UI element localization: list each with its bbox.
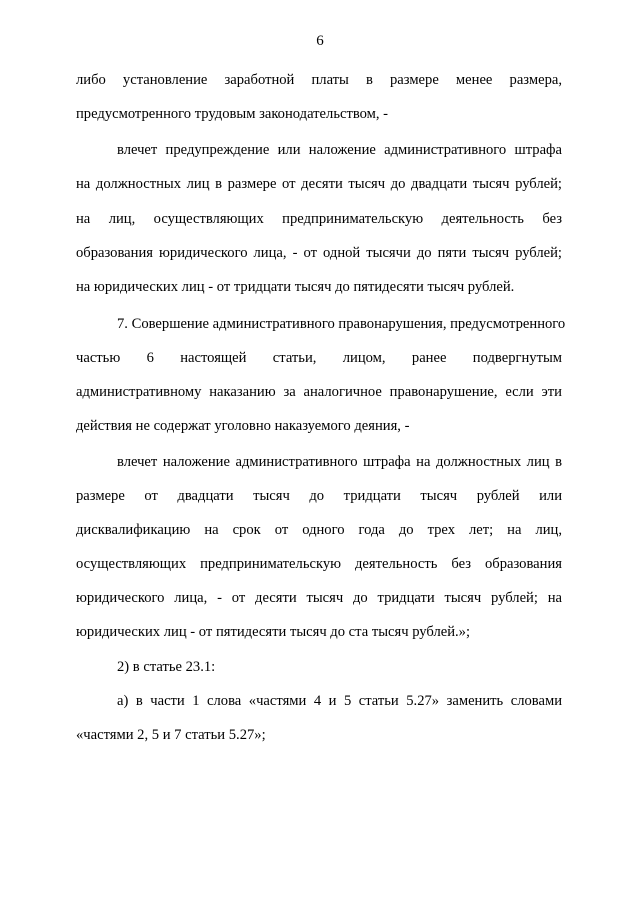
text-line: 2) в статье 23.1:: [117, 659, 216, 675]
text-line: предусмотренного трудовым законодательством, -: [76, 106, 389, 122]
text-line: влечет предупреждение или наложение административного штрафа: [117, 142, 562, 158]
text-line: административному наказанию за аналогичное правонарушение, если эти: [76, 384, 562, 400]
text-line: юридического лица, - от десяти тысяч до тридцати тысяч рублей; на: [76, 590, 562, 606]
text-line: а) в части 1 слова «частями 4 и 5 статьи 5.27» заменить словами: [117, 693, 562, 709]
text-line: действия не содержат уголовно наказуемого деяния, -: [76, 418, 410, 434]
text-line: на юридических лиц - от тридцати тысяч до пятидесяти тысяч рублей.: [76, 279, 515, 295]
text-line: юридических лиц - от пятидесяти тысяч до ста тысяч рублей.»;: [76, 624, 471, 640]
text-line: образования юридического лица, - от одной тысячи до пяти тысяч рублей;: [76, 245, 562, 261]
text-line: на лиц, осуществляющих предпринимательскую деятельность без: [76, 211, 562, 227]
text-line: либо установление заработной платы в размере менее размера,: [76, 72, 562, 88]
text-line: 7. Совершение административного правонарушения, предусмотренного: [117, 316, 566, 332]
text-line: дисквалификацию на срок от одного года до трех лет; на лиц,: [76, 522, 562, 538]
text-line: размере от двадцати тысяч до тридцати тысяч рублей или: [76, 488, 562, 504]
text-line: влечет наложение административного штрафа на должностных лиц в: [117, 454, 562, 470]
text-line: осуществляющих предпринимательскую деятельность без образования: [76, 556, 562, 572]
text-line: частью 6 настоящей статьи, лицом, ранее подвергнутым: [76, 350, 562, 366]
text-line: «частями 2, 5 и 7 статьи 5.27»;: [76, 727, 266, 743]
text-line: на должностных лиц в размере от десяти тысяч до двадцати тысяч рублей;: [76, 176, 562, 192]
page-number: 6: [316, 33, 324, 49]
